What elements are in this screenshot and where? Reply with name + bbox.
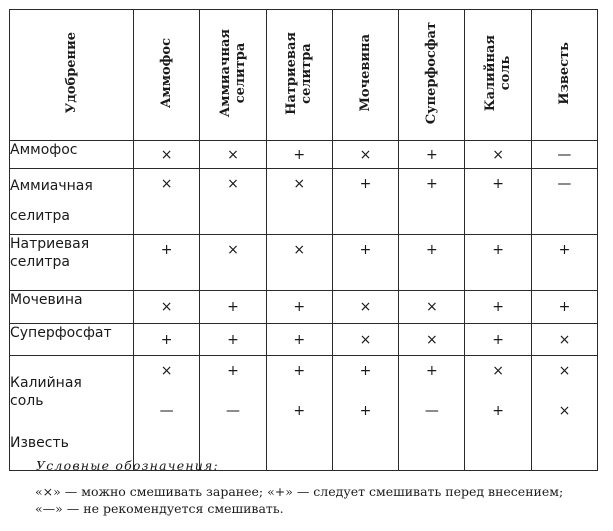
column-header-superphosphate: Суперфосфат	[424, 21, 440, 125]
table-cell: ×	[531, 324, 597, 356]
table-cell: +	[399, 141, 465, 169]
table-cell: —	[531, 141, 597, 169]
column-header-ammonium-nitrate: Аммиачная селитра	[217, 28, 248, 118]
table-cell: ×	[399, 291, 465, 324]
column-header-cell	[531, 10, 597, 141]
table-cell: +	[332, 235, 398, 291]
table-cell-group	[200, 356, 266, 471]
table-cell: ×	[134, 141, 200, 169]
legend-title: Условные обозначения:	[36, 458, 219, 473]
table-cell: +	[531, 235, 597, 291]
table-row	[10, 356, 598, 471]
table-cell: —	[159, 403, 174, 419]
table-cell: —	[225, 403, 240, 419]
column-header-cell	[134, 10, 200, 141]
table-cell: ×	[266, 235, 332, 291]
table-cell: +	[332, 169, 398, 235]
table-cell: —	[531, 169, 597, 235]
table-cell: +	[399, 169, 465, 235]
column-header-cell	[332, 10, 398, 141]
legend	[36, 458, 608, 517]
table-cell: +	[359, 363, 372, 379]
corner-header: Удобрение	[64, 32, 79, 114]
table-cell: +	[465, 169, 531, 235]
table-cell-group	[266, 356, 332, 471]
table-cell: +	[492, 403, 504, 419]
table-cell: ×	[200, 141, 266, 169]
table-cell: ×	[200, 235, 266, 291]
header-row	[10, 10, 598, 141]
table-row	[10, 235, 598, 291]
table-cell: +	[293, 363, 306, 379]
table-cell: +	[134, 235, 200, 291]
column-header-ammofos: Аммофос	[159, 37, 175, 109]
table-cell: +	[134, 324, 200, 356]
table-cell: +	[200, 324, 266, 356]
table-cell: +	[531, 291, 597, 324]
table-cell: ×	[200, 169, 266, 235]
row-label: Известь	[10, 435, 69, 451]
row-label: Натриевая селитра	[10, 235, 134, 291]
table-row	[10, 169, 598, 235]
table-cell: ×	[332, 291, 398, 324]
column-header-urea: Мочевина	[358, 34, 374, 112]
corner-header-cell	[10, 10, 134, 141]
table-row	[10, 324, 598, 356]
table-cell: +	[425, 363, 438, 379]
table-cell: +	[465, 291, 531, 324]
legend-line: «—» — не рекомендуется смешивать.	[35, 501, 284, 516]
table-cell-group	[134, 356, 200, 471]
table-row	[10, 291, 598, 324]
table-cell: ×	[558, 403, 571, 419]
table-cell: ×	[266, 169, 332, 235]
column-header-cell	[266, 10, 332, 141]
table-cell: —	[424, 403, 439, 419]
row-label: Суперфосфат	[10, 324, 134, 356]
column-header-potassium-salt: Калийная соль	[483, 34, 514, 112]
column-header-lime: Известь	[556, 41, 572, 105]
table-cell: +	[399, 235, 465, 291]
table-cell: ×	[134, 169, 200, 235]
table-cell: +	[227, 363, 239, 379]
table-cell: ×	[558, 363, 571, 379]
column-header-cell	[465, 10, 531, 141]
column-header-cell	[200, 10, 266, 141]
table-cell: +	[266, 324, 332, 356]
table-cell: ×	[332, 324, 398, 356]
table-cell: +	[465, 324, 531, 356]
table-cell: ×	[160, 363, 173, 379]
table-cell-group	[332, 356, 398, 471]
table-cell: +	[200, 291, 266, 324]
table-cell: ×	[399, 324, 465, 356]
row-label-group	[10, 356, 134, 471]
table-cell-group	[465, 356, 531, 471]
table-cell: ×	[134, 291, 200, 324]
table-cell-group	[531, 356, 597, 471]
row-label: Аммиачная селитра	[10, 169, 134, 235]
column-header-cell	[399, 10, 465, 141]
table-cell: +	[266, 141, 332, 169]
table-cell: +	[293, 403, 306, 419]
table-row	[10, 141, 598, 169]
row-label: Аммофос	[10, 141, 134, 169]
row-label: Мочевина	[10, 291, 134, 324]
table-cell: +	[465, 235, 531, 291]
table-cell: ×	[465, 141, 531, 169]
table-cell: +	[359, 403, 372, 419]
compatibility-table	[9, 9, 598, 471]
row-label: Калийная соль	[10, 375, 82, 409]
table-cell: +	[266, 291, 332, 324]
table-cell: ×	[492, 363, 504, 379]
table-cell: ×	[332, 141, 398, 169]
column-header-sodium-nitrate: Натриевая селитра	[284, 31, 315, 115]
table-cell-group	[399, 356, 465, 471]
legend-line: «×» — можно смешивать заранее; «+» — следует смешивать перед внесением;	[35, 484, 564, 499]
